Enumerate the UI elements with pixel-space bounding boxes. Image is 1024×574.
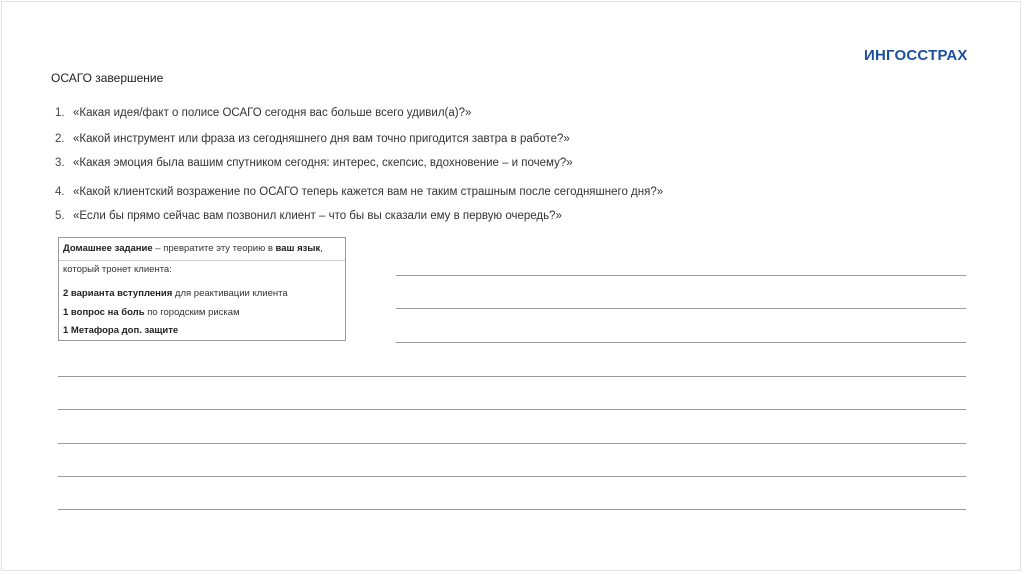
homework-heading: Домашнее задание – превратите эту теорию в ваш язык,	[63, 243, 323, 254]
question-item	[55, 186, 663, 198]
answer-line[interactable]	[58, 509, 966, 510]
answer-line[interactable]	[396, 308, 966, 309]
question-number: 3.	[55, 157, 65, 169]
homework-box	[58, 237, 346, 341]
question-number: 2.	[55, 133, 65, 145]
question-text: «Какая эмоция была вашим спутником сегодня: интерес, скепсис, вдохновение – и почему?»	[73, 157, 573, 169]
answer-line[interactable]	[396, 342, 966, 343]
question-item	[55, 107, 471, 119]
question-item	[55, 210, 562, 222]
ingosstrakh-logo: ИНГОССТРАХ	[864, 47, 968, 64]
homework-subheading: который тронет клиента:	[63, 264, 172, 275]
homework-task-1: 2 варианта вступления для реактивации клиента	[63, 288, 288, 299]
question-item	[55, 157, 573, 169]
homework-divider	[59, 260, 345, 261]
homework-task-3: 1 Метафора доп. защите	[63, 325, 179, 336]
question-number: 4.	[55, 186, 65, 198]
question-number: 5.	[55, 210, 65, 222]
answer-line[interactable]	[58, 376, 966, 377]
page-title: ОСАГО завершение	[51, 71, 164, 85]
answer-line[interactable]	[58, 443, 966, 444]
question-number: 1.	[55, 107, 65, 119]
question-text: «Если бы прямо сейчас вам позвонил клиент – что бы вы сказали ему в первую очередь?»	[73, 210, 562, 222]
answer-line[interactable]	[396, 275, 966, 276]
answer-line[interactable]	[58, 476, 966, 477]
answer-line[interactable]	[58, 409, 966, 410]
question-text: «Какая идея/факт о полисе ОСАГО сегодня вас больше всего удивил(а)?»	[73, 107, 472, 119]
question-text: «Какой инструмент или фраза из сегодняшнего дня вам точно пригодится завтра в работе?»	[73, 133, 570, 145]
question-item	[55, 133, 570, 145]
question-text: «Какой клиентский возражение по ОСАГО теперь кажется вам не таким страшным после сегодняшнего дня?»	[73, 186, 664, 198]
homework-task-2: 1 вопрос на боль по городским рискам	[63, 307, 240, 318]
